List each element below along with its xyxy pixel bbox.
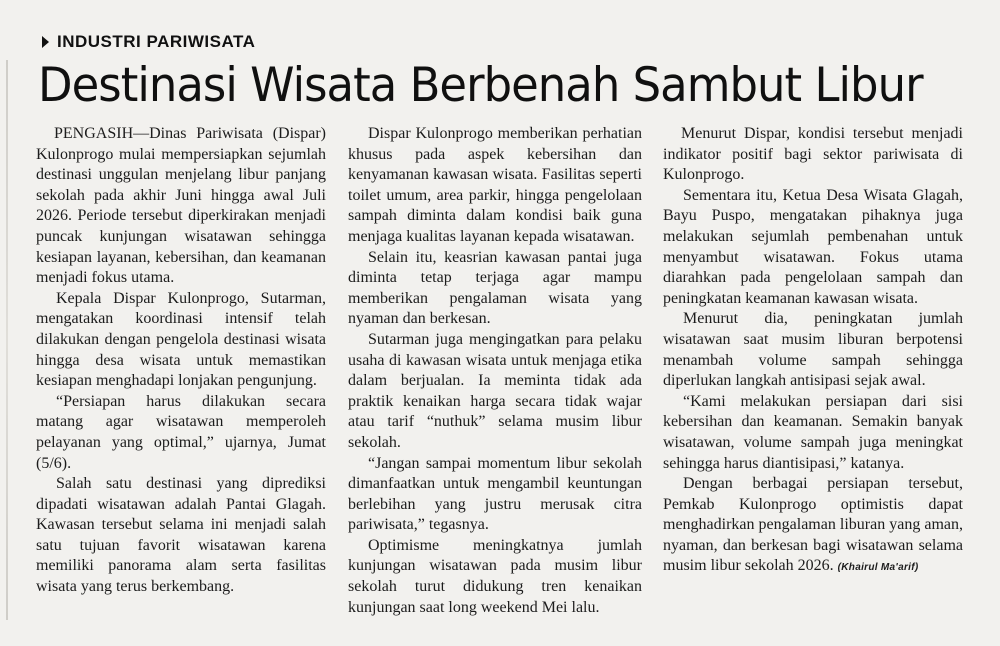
paragraph: Sutarman juga mengingatkan para pelaku usaha di kawasan wisata untuk menjaga etika dalam berjualan. Ia meminta tidak ada praktik kenaikan harga secara tidak wajar atau tarif “nuthuk” selama musim libur sekolah.: [348, 330, 642, 451]
article-column-2: [348, 124, 642, 618]
paragraph: Kepala Dispar Kulonprogo, Sutarman, mengatakan koordinasi intensif telah dilakukan dengan pengelola destinasi wisata hingga desa wisata untuk memastikan kesiapan menghadapi lonjakan pengunjung.: [36, 289, 326, 390]
paragraph: Sementara itu, Ketua Desa Wisata Glagah, Bayu Puspo, mengatakan pihaknya juga melakukan sejumlah pembenahan untuk menyambut wisatawan. Fokus utama diarahkan pada pengelolaan sampah dan peningkatan keamanan kawasan wisata.: [663, 186, 963, 307]
paragraph: “Jangan sampai momentum libur sekolah dimanfaatkan untuk mengambil keuntungan berlebihan yang justru merusak citra pariwisata,” tegasnya.: [348, 454, 642, 534]
paragraph: “Kami melakukan persiapan dari sisi kebersihan dan keamanan. Semakin banyak wisatawan, volume sampah juga meningkat sehingga harus diantisipasi,” katanya.: [663, 392, 963, 472]
paragraph: Selain itu, keasrian kawasan pantai juga diminta tetap terjaga agar mampu memberikan pengalaman wisata yang nyaman dan berkesan.: [348, 248, 642, 328]
rubric-label: INDUSTRI PARIWISATA: [57, 32, 256, 51]
paragraph-last: [663, 474, 963, 579]
paragraph: “Persiapan harus dilakukan secara matang agar wisatawan memperoleh pelayanan yang optimal,” ujarnya, Jumat (5/6).: [36, 392, 326, 472]
article-column-1: [36, 124, 326, 598]
paragraph: Menurut dia, peningkatan jumlah wisatawan saat musim liburan berpotensi menambah volume sampah sehingga diperlukan langkah antisipasi sejak awal.: [663, 310, 963, 390]
paragraph: Salah satu destinasi yang diprediksi dipadati wisatawan adalah Pantai Glagah. Kawasan tersebut selama ini menjadi salah satu tujuan favorit wisatawan karena memiliki panorama alam serta fasilitas wisata yang terus berkembang.: [36, 475, 326, 596]
section-rubric: [42, 30, 255, 54]
triangle-right-icon: [42, 36, 49, 48]
article-column-3: [663, 124, 963, 579]
author-byline: (Khairul Ma'arif): [837, 562, 919, 574]
headline: Destinasi Wisata Berbenah Sambut Libur: [38, 58, 923, 113]
paragraph-text: Dengan berbagai persiapan tersebut, Pemkab Kulonprogo optimistis dapat menghadirkan pengalaman liburan yang aman, nyaman, dan berkesan bagi wisatawan selama musim libur sekolah 2026.: [663, 475, 963, 575]
paragraph: Optimisme meningkatnya jumlah kunjungan wisatawan pada musim libur sekolah turut didukung tren kenaikan kunjungan saat long weekend Mei lalu.: [348, 536, 642, 616]
paragraph: Menurut Dispar, kondisi tersebut menjadi indikator positif bagi sektor pariwisata di Kulonprogo.: [663, 125, 963, 184]
page-edge-shadow: [6, 60, 8, 620]
paragraph: PENGASIH—Dinas Pariwisata (Dispar) Kulonprogo mulai mempersiapkan sejumlah destinasi unggulan menjelang libur panjang sekolah pada akhir Juni hingga awal Juli 2026. Periode tersebut diperkirakan menjadi puncak kunjungan wisatawan sehingga kesiapan layanan, kebersihan, dan keamanan menjadi fokus utama.: [36, 125, 326, 287]
paragraph: Dispar Kulonprogo memberikan perhatian khusus pada aspek kebersihan dan kenyamanan kawasan wisata. Fasilitas seperti toilet umum, area parkir, hingga pengelolaan sampah diminta dalam kondisi baik guna menjaga kualitas layanan kepada wisatawan.: [348, 125, 642, 245]
